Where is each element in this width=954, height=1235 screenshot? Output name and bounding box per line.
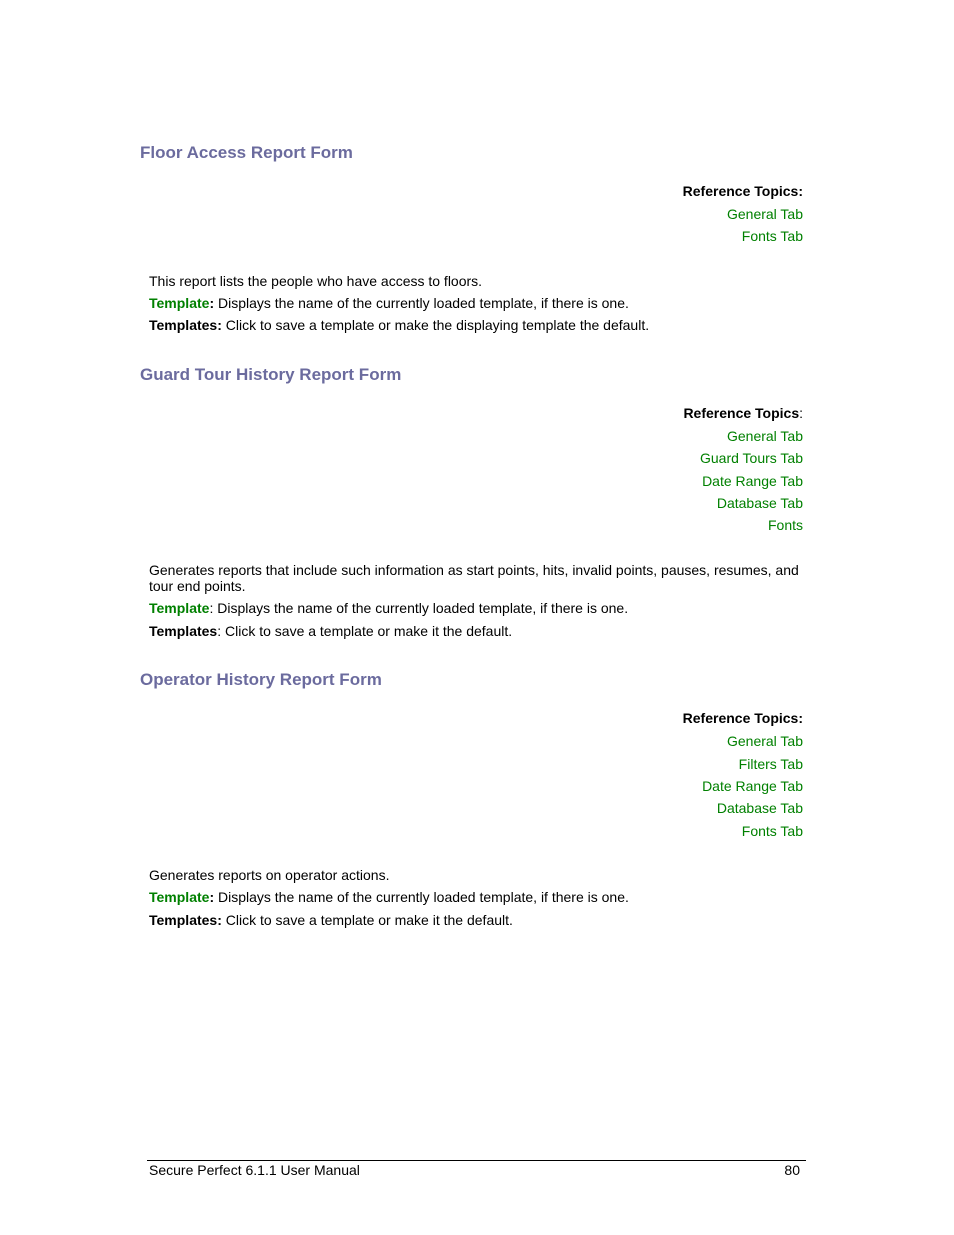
reference-link-general-tab[interactable]: General Tab: [726, 206, 803, 222]
section-description: This report lists the people who have access to floors.: [149, 273, 483, 289]
reference-link-date-range-tab[interactable]: Date Range Tab: [702, 778, 803, 794]
templates-text: : Click to save a template or make it the default.: [217, 623, 513, 639]
reference-link-date-range-tab[interactable]: Date Range Tab: [702, 473, 803, 489]
templates-text: Click to save a template or make the displaying template the default.: [221, 317, 650, 333]
template-label: Template: [149, 295, 210, 311]
reference-link-fonts-tab[interactable]: Fonts Tab: [741, 823, 803, 839]
templates-description: [149, 317, 809, 333]
footer-divider: [147, 1160, 806, 1161]
reference-topics-label: Reference Topics: [682, 710, 799, 726]
footer-manual-title: Secure Perfect 6.1.1 User Manual: [149, 1162, 360, 1178]
reference-topics-title: Reference Topics:: [682, 183, 803, 199]
templates-label: Templates:: [149, 912, 222, 928]
templates-description: [149, 623, 809, 639]
template-text: Displays the name of the currently loaded template, if there is one.: [214, 295, 629, 311]
template-text: Displays the name of the currently loaded template, if there is one.: [214, 889, 629, 905]
reference-topics-label: Reference Topics: [683, 405, 800, 421]
section-heading: Operator History Report Form: [140, 670, 382, 689]
reference-link-database-tab[interactable]: Database Tab: [716, 495, 803, 511]
templates-label: Templates: [149, 623, 218, 639]
section-description: Generates reports on operator actions.: [149, 867, 390, 883]
reference-link-guard-tours-tab[interactable]: Guard Tours Tab: [700, 450, 803, 466]
templates-description: [149, 912, 809, 928]
template-text: : Displays the name of the currently loaded template, if there is one.: [209, 600, 629, 616]
reference-topics-title: Reference Topics:: [683, 405, 803, 421]
templates-text: Click to save a template or make it the default.: [221, 912, 513, 928]
template-label: Template: [149, 600, 210, 616]
template-description: Template: Displays the name of the currently loaded template, if there is one.: [149, 295, 629, 311]
templates-label: Templates:: [149, 317, 222, 333]
template-description: [149, 600, 809, 616]
template-description: Template: Displays the name of the currently loaded template, if there is one.: [149, 889, 629, 905]
template-label: Template: [149, 889, 210, 905]
reference-link-filters-tab[interactable]: Filters Tab: [738, 756, 803, 772]
reference-link-database-tab[interactable]: Database Tab: [716, 800, 803, 816]
reference-link-general-tab[interactable]: General Tab: [726, 428, 803, 444]
section-description: Generates reports that include such information as start points, hits, invalid points, pauses, resumes, and tour end points.: [149, 562, 799, 594]
reference-topics-title: Reference Topics:: [682, 710, 803, 726]
section-heading: Floor Access Report Form: [140, 143, 353, 162]
reference-link-fonts[interactable]: Fonts: [767, 517, 803, 533]
reference-link-fonts-tab[interactable]: Fonts Tab: [741, 228, 803, 244]
reference-topics-label: Reference Topics: [682, 183, 799, 199]
reference-link-general-tab[interactable]: General Tab: [726, 733, 803, 749]
footer-page-number: 80: [784, 1162, 800, 1178]
section-heading: Guard Tour History Report Form: [140, 365, 402, 384]
